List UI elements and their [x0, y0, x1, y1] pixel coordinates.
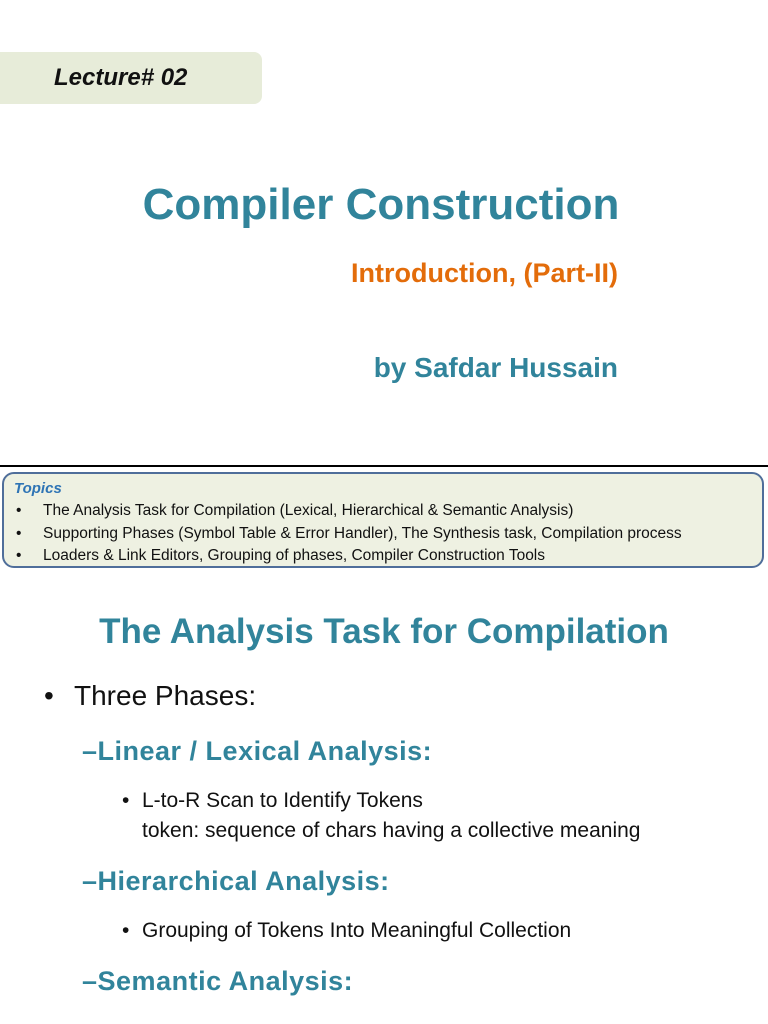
dash-icon: –: [82, 866, 98, 896]
dash-icon: –: [82, 736, 98, 766]
page-divider: [0, 465, 768, 467]
lecture-tag: [0, 52, 262, 104]
section-title: The Analysis Task for Compilation: [99, 612, 669, 651]
topic-text: The Analysis Task for Compilation (Lexical, Hierarchical & Semantic Analysis): [43, 502, 574, 519]
phase-name: Hierarchical Analysis:: [97, 866, 390, 896]
slide-subtitle: Introduction, (Part-II): [351, 258, 618, 288]
dash-icon: –: [82, 966, 98, 996]
bullet-icon: •: [16, 547, 22, 564]
lead-bullet: [44, 680, 256, 712]
bullet-icon: •: [122, 919, 130, 942]
phase-heading-hierarchical: [82, 866, 390, 897]
topics-box: [2, 472, 764, 568]
bullet-icon: •: [44, 680, 54, 711]
point-text: Grouping of Tokens Into Meaningful Collection: [142, 919, 572, 942]
phase-heading-lexical: [82, 736, 432, 767]
phase-point: [122, 919, 571, 943]
point-text: L-to-R Scan to Identify Tokens: [142, 789, 423, 812]
topic-item: [16, 502, 573, 520]
bullet-icon: •: [16, 502, 22, 519]
bullet-icon: •: [122, 789, 130, 812]
slide-title: Compiler Construction: [142, 180, 620, 229]
author-line: by Safdar Hussain: [373, 352, 618, 383]
topic-text: Loaders & Link Editors, Grouping of phases, Compiler Construction Tools: [43, 547, 546, 564]
topics-label: Topics: [14, 480, 62, 497]
phase-point-continuation: token: sequence of chars having a collective meaning: [142, 819, 641, 842]
topic-text: Supporting Phases (Symbol Table & Error Handler), The Synthesis task, Compilation process: [43, 525, 682, 542]
phase-heading-semantic: [82, 966, 353, 997]
topic-item: [16, 525, 682, 543]
phase-name: Semantic Analysis:: [97, 966, 354, 996]
lecture-number: Lecture# 02: [54, 64, 188, 91]
bullet-icon: •: [16, 525, 22, 542]
phase-point: [122, 789, 423, 813]
topic-item: [16, 547, 545, 565]
phase-name: Linear / Lexical Analysis:: [97, 736, 433, 766]
lead-text: Three Phases:: [74, 680, 257, 711]
